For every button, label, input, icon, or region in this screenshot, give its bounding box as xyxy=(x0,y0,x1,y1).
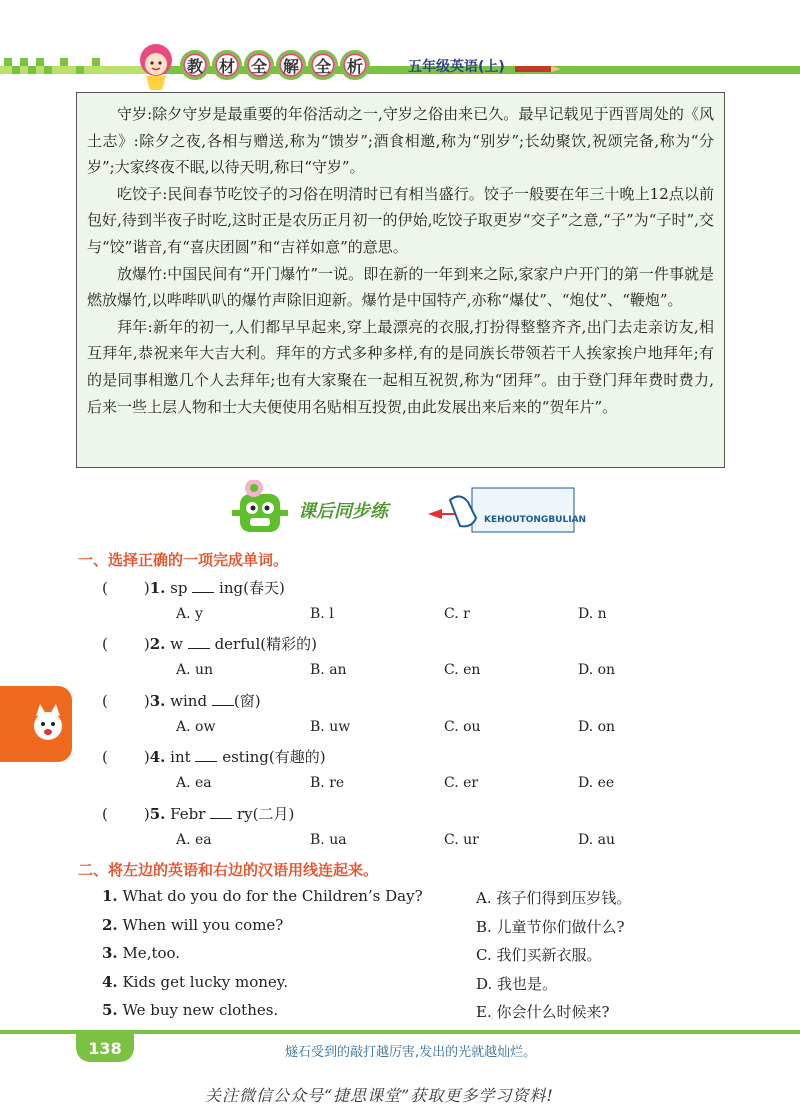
question-number: 5. xyxy=(149,805,166,823)
chinese-sentence-e[interactable]: E. 你会什么时候来? xyxy=(476,1003,610,1021)
word-suffix: derful(精彩的) xyxy=(214,635,317,653)
banner-title: 课后同步练 xyxy=(298,501,388,522)
sentence-text: What do you do for the Children’s Day? xyxy=(122,887,423,905)
paragraph-jiaozi: 吃饺子:民间春节吃饺子的习俗在明清时已有相当盛行。饺子一般要在年三十晚上12点以前包好,待到半夜子时吃,这时正是农历正月初一的伊始,吃饺子取更岁“交子”之意,“子”为“子时”,交与“饺”谐音,有“喜庆团圆”和“吉祥如意”的意思。 xyxy=(87,184,714,256)
question-number: 1. xyxy=(149,579,166,597)
sentence-number: 3. xyxy=(102,944,118,962)
answer-paren-close: ) xyxy=(143,579,150,597)
section2-title: 二、将左边的英语和右边的汉语用线连起来。 xyxy=(78,861,379,879)
word-prefix: int xyxy=(170,748,191,766)
header-stripe xyxy=(0,66,800,74)
paragraph-shousui: 守岁:除夕守岁是最重要的年俗活动之一,守岁之俗由来已久。最早记载见于西晋周处的《风土志》:除夕之夜,各相与赠送,称为“馈岁”;酒食相邀,称为“别岁”;长幼聚饮,祝颂完备,称为“分岁”;大家终夜不眠,以待天明,称曰“守岁”。 xyxy=(87,105,714,177)
option-d[interactable]: D. on xyxy=(578,662,616,678)
question-3 xyxy=(102,690,261,711)
girl-mascot-icon xyxy=(128,36,184,92)
sentence-number: 1. xyxy=(102,887,118,905)
english-sentence-3[interactable] xyxy=(102,944,180,962)
question-1 xyxy=(102,577,285,598)
sentence-text: Me,too. xyxy=(122,944,181,962)
question-number: 4. xyxy=(149,748,166,766)
answer-blank[interactable] xyxy=(195,750,217,762)
title-char: 析 xyxy=(340,50,370,80)
answer-paren-close: ) xyxy=(143,748,150,766)
option-d[interactable]: D. ee xyxy=(578,775,615,791)
title-char: 全 xyxy=(244,50,274,80)
culture-reading-box xyxy=(76,92,725,468)
option-d[interactable]: D. au xyxy=(578,832,615,848)
answer-paren-open[interactable]: ( xyxy=(102,692,108,710)
answer-paren-open[interactable]: ( xyxy=(102,805,108,823)
book-title xyxy=(180,47,370,83)
answer-blank[interactable] xyxy=(188,637,210,649)
option-a[interactable]: A. un xyxy=(176,662,214,678)
paragraph-baozhu: 放爆竹:中国民间有“开门爆竹”一说。即在新的一年到来之际,家家户户开门的第一件事就是燃放爆竹,以哔哔叭叭的爆竹声除旧迎新。爆竹是中国特产,亦称“爆仗”、“炮仗”、“鞭炮”。 xyxy=(87,264,714,310)
chinese-sentence-d[interactable]: D. 我也是。 xyxy=(476,975,558,993)
english-sentence-4[interactable] xyxy=(102,973,288,991)
paragraph-bainian: 拜年:新年的初一,人们都早早起来,穿上最漂亮的衣服,打扮得整整齐齐,出门去走亲访友,相互拜年,恭祝来年大吉大利。拜年的方式多种多样,有的是同族长带领若干人挨家挨户地拜年;有的是同事相邀几个人去拜年;也有大家聚在一起相互祝贺,称为“团拜”。由于登门拜年费时费力,后来一些上层人物和士大夫便使用名贴相互投贺,由此发展出来后来的“贺年片”。 xyxy=(87,317,714,416)
chinese-sentence-b[interactable]: B. 儿童节你们做什么? xyxy=(476,918,625,936)
section1-title: 一、选择正确的一项完成单词。 xyxy=(78,551,289,569)
answer-paren-close: ) xyxy=(143,692,150,710)
option-c[interactable]: C. r xyxy=(444,606,470,622)
answer-paren-close: ) xyxy=(143,635,150,653)
banner-subtitle: KEHOUTONGBULIAN xyxy=(484,515,587,525)
option-d[interactable]: D. n xyxy=(578,606,607,622)
answer-paren-open[interactable]: ( xyxy=(102,635,108,653)
option-c[interactable]: C. er xyxy=(444,775,479,791)
question-5 xyxy=(102,803,294,824)
title-char: 解 xyxy=(276,50,306,80)
option-b[interactable]: B. l xyxy=(310,606,334,622)
answer-blank[interactable] xyxy=(210,807,232,819)
option-c[interactable]: C. ur xyxy=(444,832,479,848)
answer-paren-close: ) xyxy=(143,805,150,823)
answer-blank[interactable] xyxy=(192,581,214,593)
sentence-text: We buy new clothes. xyxy=(122,1001,279,1019)
page-number: 138 xyxy=(76,1034,134,1062)
option-d[interactable]: D. on xyxy=(578,719,616,735)
answer-paren-open[interactable]: ( xyxy=(102,579,108,597)
practice-banner xyxy=(232,480,577,540)
watermark-note: 关注微信公众号“捷思课堂”获取更多学习资料! xyxy=(205,1086,554,1105)
option-b[interactable]: B. an xyxy=(310,662,347,678)
question-number: 3. xyxy=(149,692,166,710)
grade-label: 五年级英语(上) xyxy=(408,59,505,75)
chinese-sentence-c[interactable]: C. 我们买新衣服。 xyxy=(476,946,602,964)
option-b[interactable]: B. re xyxy=(310,775,345,791)
question-4 xyxy=(102,746,326,767)
option-a[interactable]: A. ea xyxy=(176,775,212,791)
option-a[interactable]: A. ea xyxy=(176,832,212,848)
word-prefix: Febr xyxy=(170,805,206,823)
word-prefix: w xyxy=(170,635,184,653)
sentence-number: 4. xyxy=(102,973,118,991)
checker-decoration xyxy=(0,56,120,80)
question-2 xyxy=(102,633,317,654)
question-number: 2. xyxy=(149,635,166,653)
sentence-number: 2. xyxy=(102,916,118,934)
option-a[interactable]: A. y xyxy=(176,606,203,622)
title-char: 全 xyxy=(308,50,338,80)
option-a[interactable]: A. ow xyxy=(176,719,216,735)
sentence-text: Kids get lucky money. xyxy=(122,973,289,991)
answer-blank[interactable] xyxy=(212,694,234,706)
footer-motto: 燧石受到的敲打越厉害,发出的光就越灿烂。 xyxy=(285,1045,537,1060)
option-c[interactable]: C. ou xyxy=(444,719,481,735)
word-prefix: sp xyxy=(170,579,188,597)
word-suffix: ing(春天) xyxy=(219,579,285,597)
option-c[interactable]: C. en xyxy=(444,662,481,678)
word-prefix: wind xyxy=(170,692,208,710)
option-b[interactable]: B. uw xyxy=(310,719,351,735)
word-suffix: (窗) xyxy=(233,692,261,710)
pencil-icon xyxy=(515,62,563,76)
chinese-sentence-a[interactable]: A. 孩子们得到压岁钱。 xyxy=(476,889,632,907)
sentence-number: 5. xyxy=(102,1001,118,1019)
answer-paren-open[interactable]: ( xyxy=(102,748,108,766)
word-suffix: esting(有趣的) xyxy=(222,748,326,766)
english-sentence-1[interactable] xyxy=(102,887,423,905)
title-char: 教 xyxy=(180,50,210,80)
title-char: 材 xyxy=(212,50,242,80)
english-sentence-2[interactable] xyxy=(102,916,283,934)
word-suffix: ry(二月) xyxy=(236,805,295,823)
english-sentence-5[interactable] xyxy=(102,1001,278,1019)
option-b[interactable]: B. ua xyxy=(310,832,347,848)
cartoon-face-icon xyxy=(28,702,68,746)
sentence-text: When will you come? xyxy=(122,916,284,934)
